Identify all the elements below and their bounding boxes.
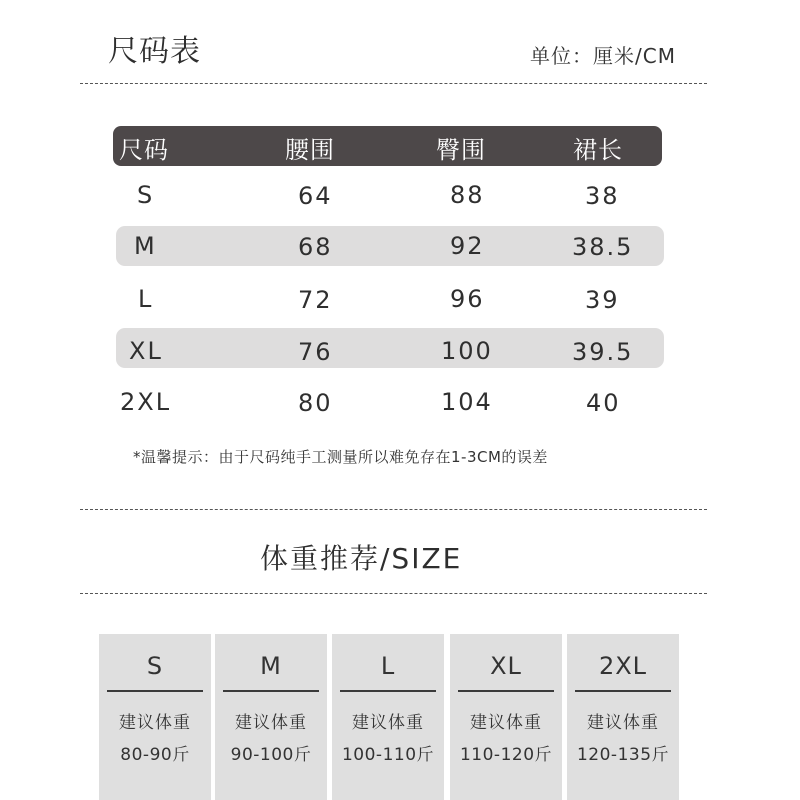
cell-waist: 72: [298, 286, 333, 314]
cell-size: S: [137, 181, 155, 209]
card-divider: [458, 690, 554, 692]
card-size: XL: [490, 652, 522, 680]
weight-card-xl: [450, 634, 562, 800]
card-divider: [223, 690, 319, 692]
cell-length: 40: [586, 389, 621, 417]
cell-hip: 92: [450, 232, 485, 260]
card-label: 建议体重: [352, 713, 424, 733]
weight-card-l: [332, 634, 444, 800]
cell-length: 38.5: [572, 233, 634, 261]
cell-size: L: [138, 285, 154, 313]
card-divider: [575, 690, 671, 692]
divider: [80, 593, 707, 594]
cell-hip: 100: [441, 337, 493, 365]
cell-waist: 76: [298, 338, 333, 366]
weight-card-2xl: [567, 634, 679, 800]
card-label: 建议体重: [587, 713, 659, 733]
cell-waist: 64: [298, 182, 333, 210]
weight-card-s: [99, 634, 211, 800]
card-range: 80-90斤: [120, 745, 190, 765]
card-label: 建议体重: [119, 713, 191, 733]
cell-waist: 80: [298, 389, 333, 417]
divider: [80, 83, 707, 84]
card-divider: [107, 690, 203, 692]
weight-section-title: 体重推荐/SIZE: [260, 542, 463, 575]
card-range: 120-135斤: [576, 745, 670, 765]
card-size: L: [380, 652, 396, 680]
card-divider: [340, 690, 436, 692]
card-size: S: [146, 652, 164, 680]
card-size: 2XL: [598, 652, 648, 680]
cell-hip: 88: [450, 181, 485, 209]
cell-waist: 68: [298, 233, 333, 261]
cell-size: 2XL: [120, 388, 172, 416]
unit-label: 单位：厘米/CM: [530, 44, 676, 68]
measurement-note: *温馨提示：由于尺码纯手工测量所以难免存在1-3CM的误差: [133, 448, 548, 466]
card-range: 110-120斤: [459, 745, 553, 765]
cell-hip: 104: [441, 388, 493, 416]
card-range: 90-100斤: [230, 745, 312, 765]
cell-length: 38: [585, 182, 620, 210]
card-size: M: [260, 652, 282, 680]
cell-length: 39: [585, 286, 620, 314]
table-header: [113, 126, 662, 166]
cell-hip: 96: [450, 285, 485, 313]
card-label: 建议体重: [470, 713, 542, 733]
divider: [80, 509, 707, 510]
cell-length: 39.5: [572, 338, 634, 366]
column-header-waist: 腰围: [285, 136, 335, 164]
weight-card-m: [215, 634, 327, 800]
card-range: 100-110斤: [341, 745, 435, 765]
page-title: 尺码表: [108, 34, 201, 69]
cell-size: XL: [129, 337, 163, 365]
cell-size: M: [134, 232, 157, 260]
card-label: 建议体重: [235, 713, 307, 733]
column-header-size: 尺码: [119, 136, 169, 164]
column-header-length: 裙长: [573, 136, 623, 164]
column-header-hip: 臀围: [436, 136, 486, 164]
